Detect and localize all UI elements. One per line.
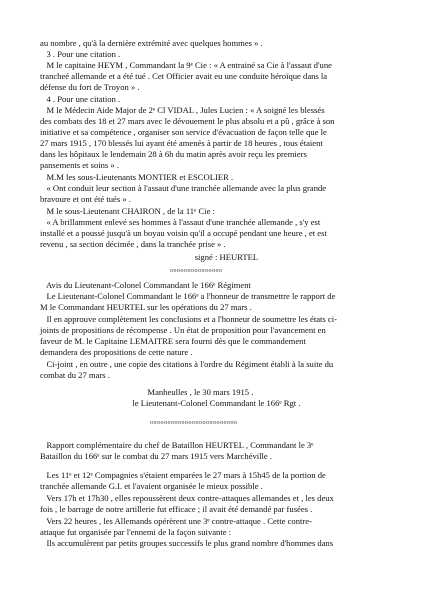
text-line: « Ont conduit leur section à l'assaut d'une tranchée allemande avec la plus grande	[40, 183, 327, 193]
place-date-line: Manheulles , le 30 mars 1915 .	[40, 387, 254, 397]
text-line: Ils accumulèrent par petits groupes successifs le plus grand nombre d'hommes dans	[40, 538, 334, 548]
signature-line: signé : HEURTEL	[40, 252, 259, 262]
text-line: des combats des 18 et 27 mars avec le dévouement le plus absolu et a pû , grâce à son	[40, 116, 335, 126]
text-line: faveur de M. le Capitaine LEMAITRE sera fourni dès que le commandement	[40, 336, 306, 346]
text-line: fois , le barrage de notre artillerie fut efficace ; il avait été demandé par fusées .	[40, 504, 313, 514]
text-line: combat du 27 mars .	[40, 370, 110, 380]
text-line: au nombre , qu'à la dernière extrémité avec quelques hommes » .	[40, 38, 263, 48]
text-line: Vers 17h et 17h30 , elles repoussèrent deux contre-attaques allemandes et , les deux	[40, 493, 334, 503]
text-line: Le Lieutenant-Colonel Commandant le 166ᵉ a l'honneur de transmettre le rapport de	[40, 291, 336, 301]
text-line: pansements et soins » .	[40, 160, 120, 170]
text-line: Vers 22 heures , les Allemands opérèrent une 3ᵉ contre-attaque . Cette contre-	[40, 516, 312, 526]
text-line: trancheé allemande et a été tué . Cet Officier avait eu une conduite héroïque dans la	[40, 71, 328, 81]
text-line: M.M les sous-Lieutenants MONTIER et ESCOLIER .	[40, 172, 234, 182]
text-line: initiative et sa compétence , organiser son service d'évacuation de façon telle que le	[40, 127, 327, 137]
text-line: demandera des propositions de cette nature .	[40, 347, 193, 357]
text-line: Il en approuve complètement les conclusions et a l'honneur de soumettre les états ci-	[40, 314, 337, 324]
text-line: attaque fut organisée par l'ennemi de la façon suivante :	[40, 527, 232, 537]
text-line: Avis du Lieutenant-Colonel Commandant le 166ᵉ Régiment	[40, 280, 251, 290]
text-line: 3 . Pour une citation .	[40, 49, 121, 59]
text-line: 27 mars 1915 , 170 blessés lui ayant été amenés à partir de 18 heures , tous étaient	[40, 138, 323, 148]
text-line: défense du fort de Troyon » .	[40, 82, 140, 92]
text-line: tranchée allemande G.I. et l'avaient organisée le mieux possible .	[40, 481, 263, 491]
separator-ornament: ooooooooooooooooooooooooo	[150, 420, 238, 426]
text-line: « A brillamment enlevé ses hommes à l'assaut d'une tranchée allemande , s'y est	[40, 217, 321, 227]
text-line: installé et a poussé jusqu'à un boyau voisin qu'il a occupé pendant une heure , et est	[40, 228, 327, 238]
text-line: Bataillon du 166ᵉ sur le combat du 27 mars 1915 vers Marchéville .	[40, 451, 273, 461]
text-line: Ci-joint , en outre , une copie des citations à l'ordre du Régiment établi à la suite du	[40, 359, 334, 369]
text-line: revenu , sa section décimée , dans la tranchée prise » .	[40, 239, 226, 249]
text-line: 4 . Pour une citation .	[40, 94, 121, 104]
signature-line: le Lieutenant-Colonel Commandant le 166ᵉ Rgt .	[40, 398, 301, 408]
separator-ornament: ooooooooooooooo	[170, 268, 223, 274]
text-line: M le Médecin Aide Major de 2ᵉ Cl VIDAL , Jules Lucien : « A soigné les blessés	[40, 105, 325, 115]
text-line: Les 11ᵉ et 12ᵉ Compagnies s'étaient emparées le 27 mars à 15h45 de la portion de	[40, 470, 326, 480]
text-line: M le capitaine HEYM , Commandant la 9ᵉ Cie : « A entrainé sa Cie à l'assaut d'une	[40, 60, 332, 70]
text-line: dans les hôpitaux le lendemain 28 à 6h du matin après avoir reçu les premiers	[40, 149, 307, 159]
text-line: M le sous-Lieutenant CHAIRON , de la 11ᵉ Cie :	[40, 206, 215, 216]
text-line: joints de propositions de récompense . Un état de proposition pour l'avancement en	[40, 325, 326, 335]
text-line: bravoure et ont été tués » .	[40, 194, 131, 204]
text-line: Rapport complémentaire du chef de Bataillon HEURTEL , Commandant le 3ᵉ	[40, 440, 314, 450]
text-line: M le Commandant HEURTEL sur les opérations du 27 mars .	[40, 302, 252, 312]
